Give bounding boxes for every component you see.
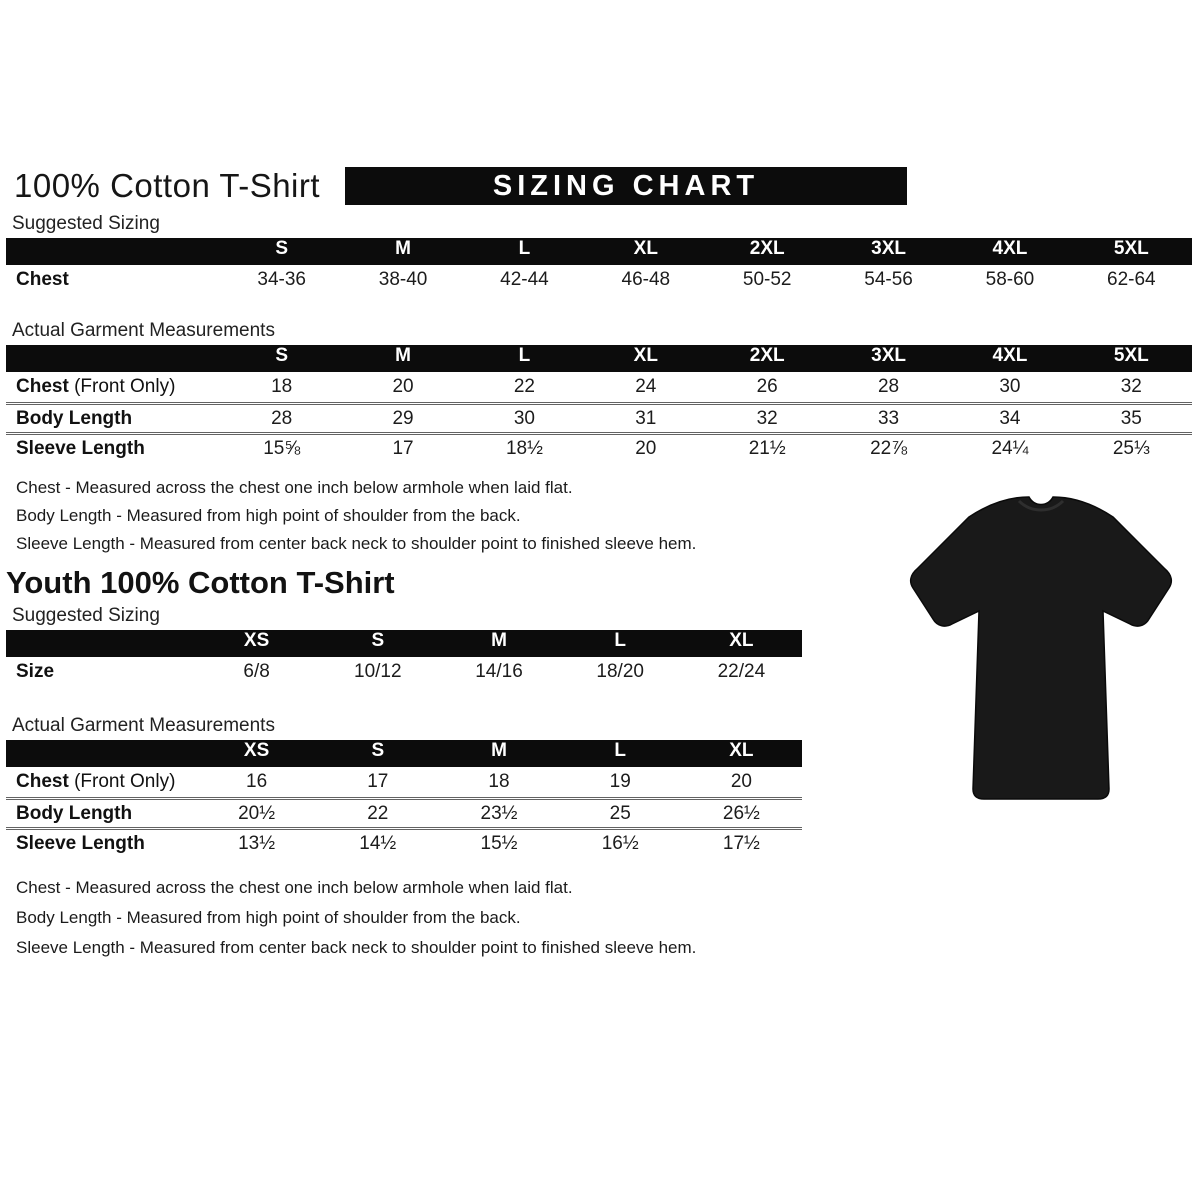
table-row: [6, 797, 802, 827]
tshirt-silhouette-svg: [890, 486, 1192, 808]
value-cell: 30: [513, 407, 535, 429]
value-cell: 22: [367, 802, 389, 824]
measurement-note: Chest - Measured across the chest one inch below armhole when laid flat.: [16, 478, 573, 497]
row-label: Body Length: [16, 802, 133, 824]
column-header-l: L: [614, 630, 626, 651]
value-cell: 15⅝: [263, 437, 301, 459]
column-header-4xl: 4XL: [992, 345, 1028, 366]
youth-suggested-sizing-table: [6, 630, 802, 687]
value-cell: 18: [488, 771, 510, 792]
youth-actual-measurements-table: [6, 740, 802, 857]
column-header-xs: XS: [243, 630, 270, 651]
value-cell: 50-52: [742, 269, 792, 290]
row-label: Chest (Front Only): [16, 376, 176, 397]
value-cell: 58-60: [985, 269, 1035, 290]
row-label: Size: [16, 661, 55, 682]
adult-actual-measurements-label: Actual Garment Measurements: [12, 320, 275, 341]
column-header-m: M: [395, 238, 411, 259]
value-cell: 10/12: [354, 661, 402, 682]
adult-actual-measurements-table: [6, 345, 1192, 462]
column-header-3xl: 3XL: [871, 238, 906, 259]
row-label: Chest: [16, 269, 69, 290]
table-row: [6, 827, 802, 857]
column-header-2xl: 2XL: [749, 238, 785, 259]
value-cell: 33: [877, 407, 900, 429]
value-cell: 20: [730, 771, 752, 792]
column-header-3xl: 3XL: [871, 345, 906, 366]
column-header-xl: XL: [633, 238, 658, 259]
youth-title: Youth 100% Cotton T-Shirt: [6, 565, 395, 600]
value-cell: 13½: [238, 832, 276, 854]
measurement-note: Body Length - Measured from high point of shoulder from the back.: [16, 908, 521, 927]
value-cell: 18½: [505, 437, 543, 459]
measurement-note: Chest - Measured across the chest one inch below armhole when laid flat.: [16, 878, 573, 897]
value-cell: 17½: [722, 832, 760, 854]
column-header-l: L: [518, 345, 531, 366]
value-cell: 15½: [480, 832, 518, 854]
measurement-note: Body Length - Measured from high point of shoulder from the back.: [16, 506, 521, 525]
value-cell: 17: [367, 771, 389, 792]
value-cell: 38-40: [378, 269, 428, 290]
value-cell: 46-48: [621, 269, 671, 290]
column-header-s: S: [371, 630, 385, 651]
value-cell: 28: [877, 376, 900, 397]
table-header-row: [6, 740, 802, 767]
table-header-row: [6, 630, 802, 657]
value-cell: 26: [756, 376, 778, 397]
column-header-m: M: [491, 740, 507, 761]
value-cell: 16½: [601, 832, 639, 854]
table-row: [6, 265, 1192, 295]
table-header-row: [6, 238, 1192, 265]
table-row: [6, 767, 802, 797]
black-tshirt-image: [890, 486, 1192, 808]
value-cell: 18: [271, 376, 293, 397]
tshirt-silhouette: [911, 497, 1172, 799]
value-cell: 34-36: [257, 269, 306, 290]
value-cell: 21½: [748, 437, 786, 459]
column-header-s: S: [275, 345, 289, 366]
row-label: Sleeve Length: [16, 437, 145, 459]
column-header-xs: XS: [243, 740, 270, 761]
column-header-m: M: [395, 345, 411, 366]
value-cell: 62-64: [1107, 269, 1156, 290]
value-cell: 20: [392, 376, 414, 397]
value-cell: 32: [1120, 376, 1142, 397]
value-cell: 14/16: [475, 661, 523, 682]
row-label: Chest (Front Only): [16, 771, 176, 792]
value-cell: 32: [756, 407, 778, 429]
header-row: [6, 166, 1192, 210]
value-cell: 16: [246, 771, 268, 792]
measurement-note: Sleeve Length - Measured from center back neck to shoulder point to finished sleeve hem.: [16, 938, 697, 957]
row-label: Body Length: [16, 407, 133, 429]
value-cell: 31: [635, 407, 657, 429]
value-cell: 14½: [359, 832, 397, 854]
youth-actual-measurements-label: Actual Garment Measurements: [12, 715, 275, 736]
table-row: [6, 657, 802, 687]
value-cell: 30: [999, 376, 1021, 397]
sizing-chart-banner: [345, 167, 907, 205]
column-header-5xl: 5XL: [1113, 238, 1149, 259]
value-cell: 54-56: [864, 269, 913, 290]
value-cell: 24¼: [991, 437, 1029, 459]
column-header-m: M: [491, 630, 507, 651]
column-header-l: L: [518, 238, 531, 259]
column-header-xl: XL: [729, 740, 754, 761]
table-row: [6, 372, 1192, 402]
value-cell: 29: [392, 407, 414, 429]
column-header-xl: XL: [729, 630, 754, 651]
column-header-s: S: [371, 740, 385, 761]
column-header-xl: XL: [633, 345, 658, 366]
value-cell: 22⅞: [870, 437, 908, 459]
column-header-5xl: 5XL: [1113, 345, 1149, 366]
value-cell: 34: [999, 407, 1021, 429]
value-cell: 23½: [480, 802, 518, 824]
value-cell: 22: [513, 376, 535, 397]
column-header-s: S: [275, 238, 289, 259]
value-cell: 19: [609, 771, 631, 792]
value-cell: 20: [635, 437, 657, 459]
sizing-chart-banner-label: SIZING CHART: [492, 169, 760, 202]
column-header-2xl: 2XL: [749, 345, 785, 366]
measurement-note: Sleeve Length - Measured from center back neck to shoulder point to finished sleeve hem.: [16, 534, 697, 553]
table-row: [6, 402, 1192, 432]
value-cell: 42-44: [500, 269, 549, 290]
page-title: 100% Cotton T-Shirt: [14, 167, 321, 204]
adult-suggested-sizing-table: [6, 238, 1192, 295]
value-cell: 6/8: [243, 661, 270, 682]
value-cell: 25: [609, 802, 631, 824]
table-header-row: [6, 345, 1192, 372]
value-cell: 26½: [722, 802, 760, 824]
table-row: [6, 432, 1192, 462]
value-cell: 20½: [238, 802, 276, 824]
youth-suggested-sizing-label: Suggested Sizing: [12, 605, 160, 626]
youth-measurement-notes: [6, 873, 1192, 963]
row-label: Sleeve Length: [16, 832, 145, 854]
value-cell: 18/20: [596, 661, 644, 682]
adult-suggested-sizing-label: Suggested Sizing: [12, 213, 160, 234]
column-header-l: L: [614, 740, 626, 761]
value-cell: 22/24: [717, 661, 766, 682]
value-cell: 28: [271, 407, 293, 429]
column-header-4xl: 4XL: [992, 238, 1028, 259]
value-cell: 35: [1120, 407, 1142, 429]
value-cell: 25⅓: [1112, 437, 1150, 459]
value-cell: 17: [392, 437, 414, 459]
value-cell: 24: [635, 376, 657, 397]
